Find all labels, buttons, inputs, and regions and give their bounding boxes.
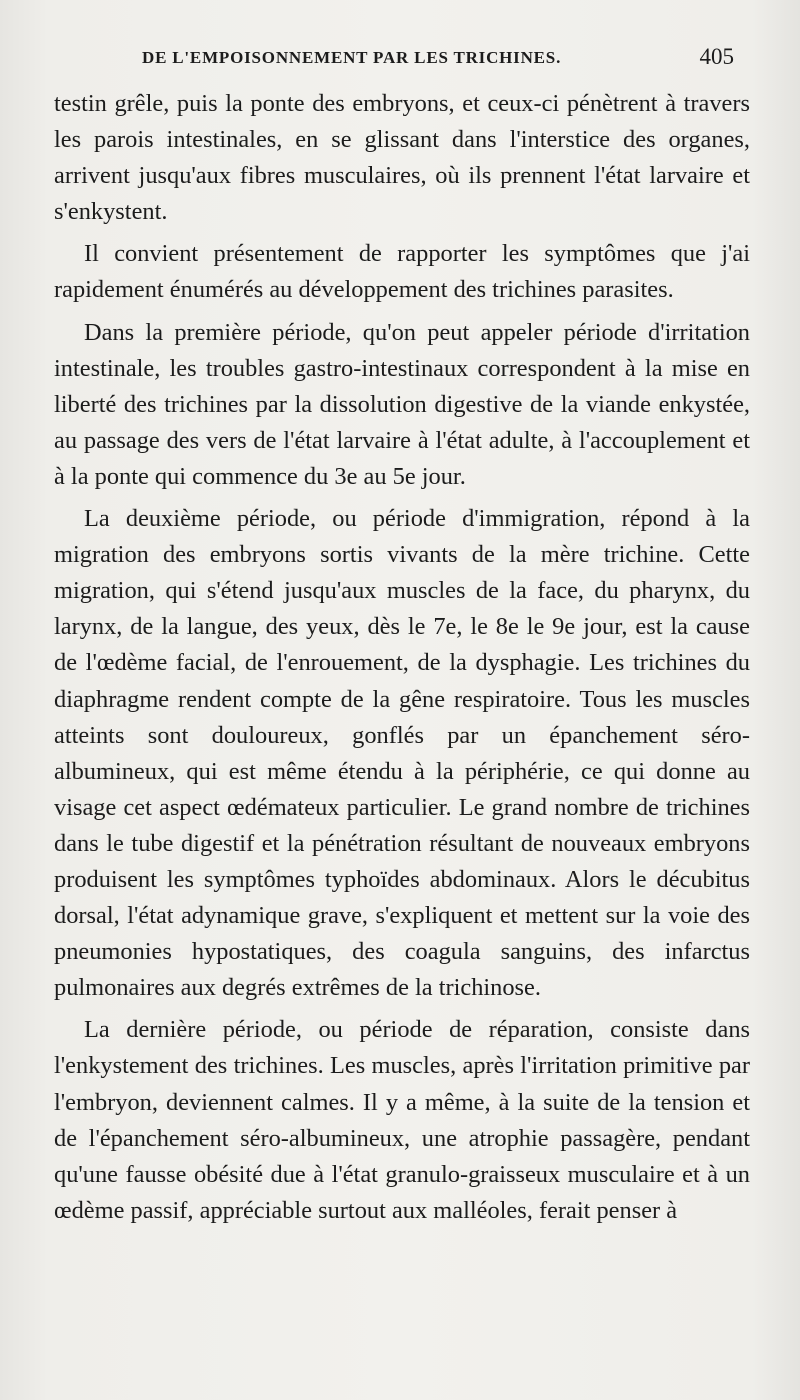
paragraph-first-period: Dans la première période, qu'on peut appeler période d'irritation intestinale, les troubles gastro-intestinaux correspondent à la mise en liberté des trichines par la dissolution digestive de la viande enkystée, au passage des vers de l'état larvaire à l'état adulte, à l'accouplement et à la ponte qui commence du 3e au 5e jour. xyxy=(54,318,750,490)
paragraph-second-period: La deuxième période, ou période d'immigration, répond à la migration des embryons sortis vivants de la mère trichine. Cette migration, qui s'étend jusqu'aux muscles de la face, du pharynx, du larynx, de la langue, des yeux, dès le 7e, le 8e le 9e jour, est la cause de l'œdème facial, de l'enrouement, de la dysphagie. Les trichines du diaphragme rendent compte de la gêne respiratoire. Tous les muscles atteints sont douloureux, gonflés par un épanchement séro-albumineux, qui est même étendu à la périphérie, ce qui donne au visage cet aspect œdémateux particulier. Le grand nombre de trichines dans le tube digestif et la pénétration résultant de nouveaux embryons produisent les symptômes typhoïdes abdominaux. Alors le décubitus dorsal, l'état adynamique grave, s'expliquent et mettent sur la voie des pneumonies hypostatiques, des coagula sanguins, des infarctus pulmonaires aux degrés extrêmes de la trichinose. xyxy=(54,505,750,1002)
paragraph-symptoms-intro: Il convient présentement de rapporter les symptômes que j'ai rapidement énumérés au développement des trichines parasites. xyxy=(54,240,750,304)
paragraph-continuation: testin grêle, puis la ponte des embryons, et ceux-ci pénètrent à travers les parois intestinales, en se glissant dans l'interstice des organes, arrivent jusqu'aux fibres musculaires, où ils prennent l'état larvaire et s'enkystent. xyxy=(54,90,750,226)
page-number: 405 xyxy=(699,44,734,69)
running-title: DE L'EMPOISONNEMENT PAR LES TRICHINES. xyxy=(142,48,562,67)
body-text xyxy=(54,86,750,1229)
page-header xyxy=(60,44,734,78)
paragraph-last-period: La dernière période, ou période de réparation, consiste dans l'enkystement des trichines. Les muscles, après l'irritation primitive par l'embryon, deviennent calmes. Il y a même, à la suite de la tension et de l'épanchement séro-albumineux, une atrophie passagère, pendant qu'une fausse obésité due à l'état granulo-graisseux musculaire et à un œdème passif, appréciable surtout aux malléoles, ferait penser à xyxy=(54,1016,750,1224)
